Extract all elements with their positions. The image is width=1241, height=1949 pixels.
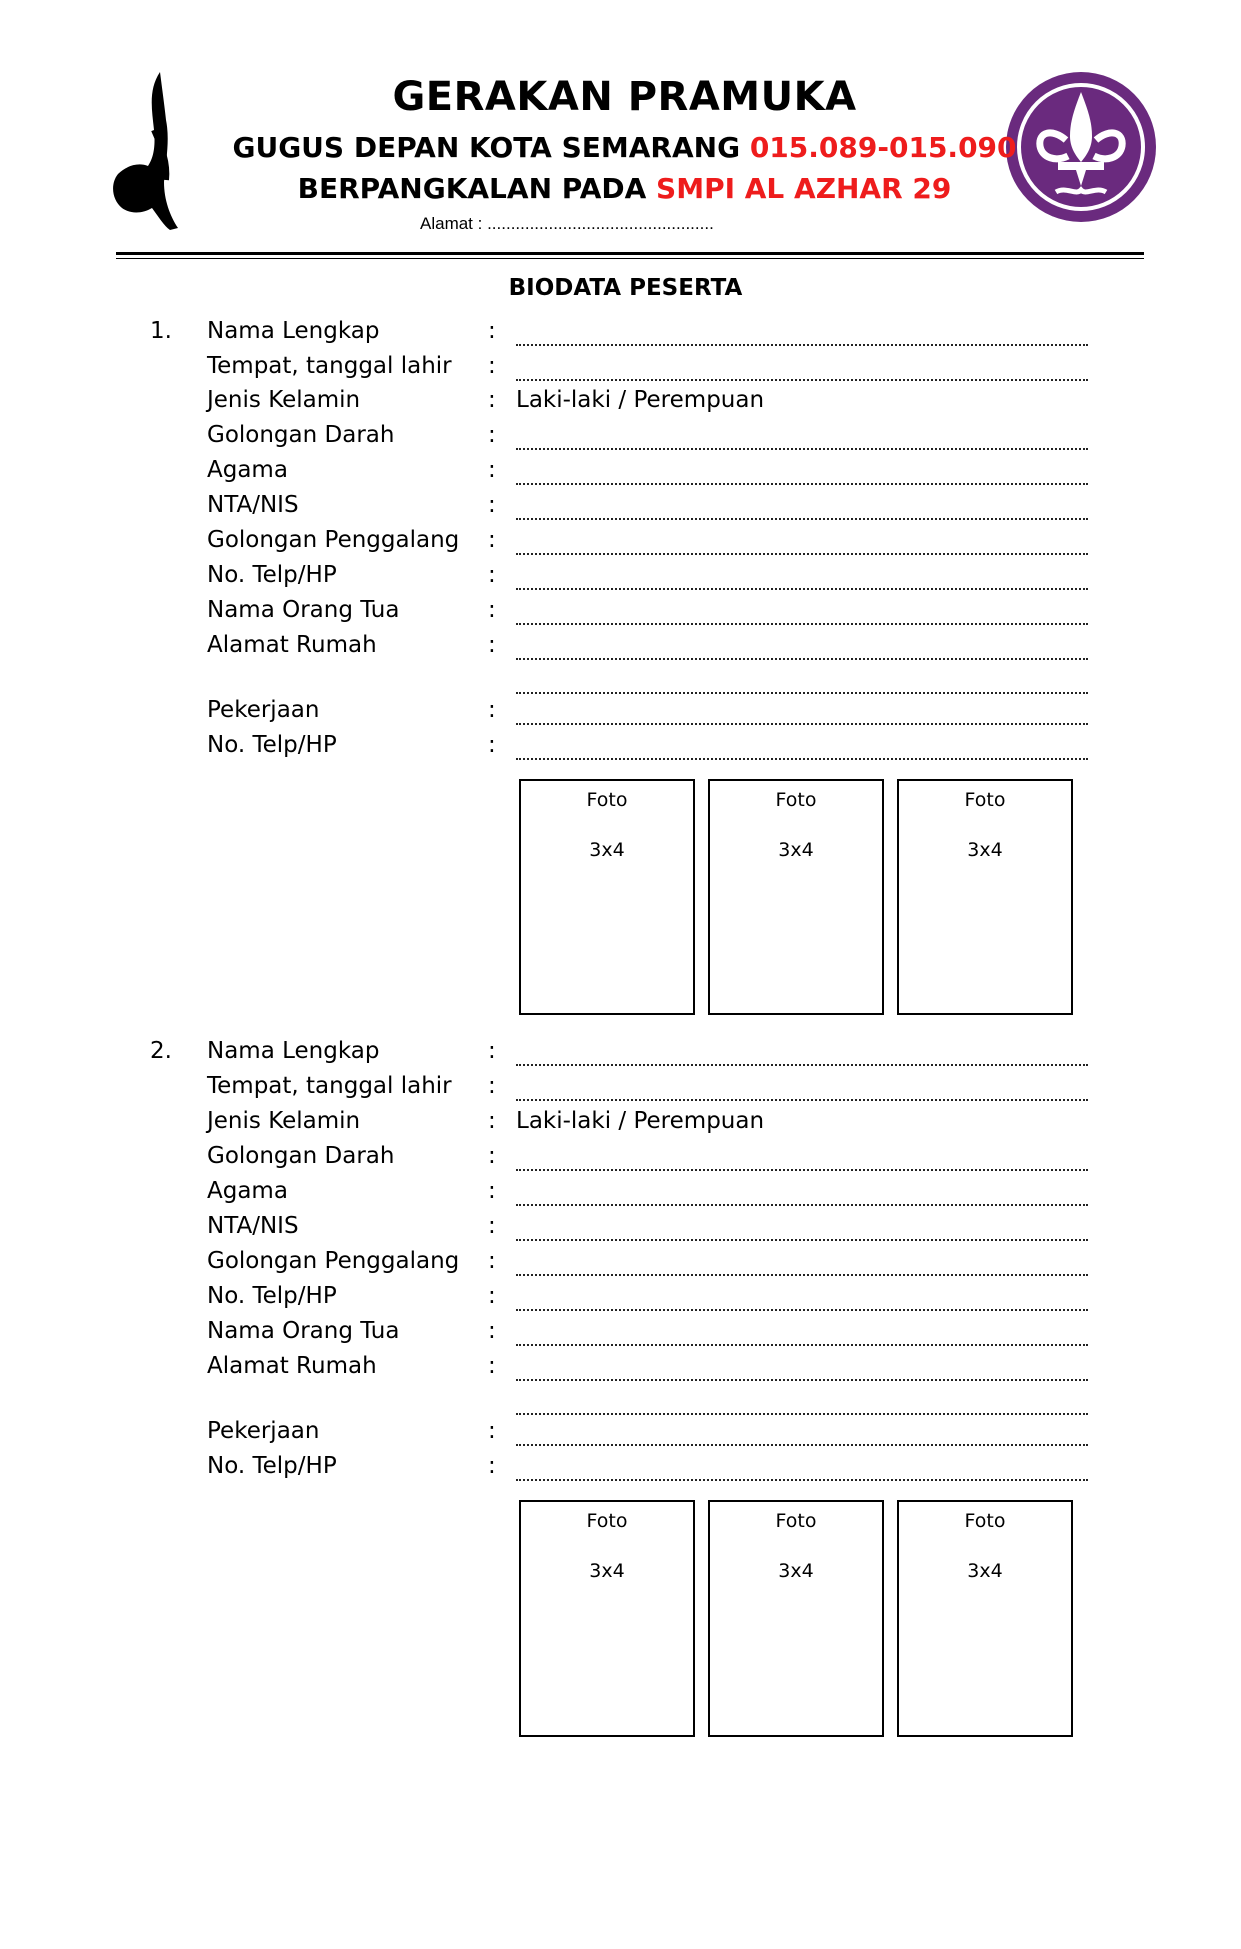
gender-options[interactable]: Laki-laki / Perempuan xyxy=(516,387,765,413)
field-colon: : xyxy=(488,353,496,379)
field-input[interactable] xyxy=(516,1254,1088,1276)
field-row xyxy=(0,1108,1241,1142)
field-input[interactable] xyxy=(516,1044,1088,1066)
participant-number: 1. xyxy=(150,318,172,344)
field-colon: : xyxy=(488,1178,496,1204)
field-row-continuation xyxy=(0,1387,1241,1421)
field-label: Golongan Penggalang xyxy=(207,527,460,553)
field-label: No. Telp/HP xyxy=(207,562,337,588)
field-label: Nama Lengkap xyxy=(207,1038,380,1064)
field-label: Tempat, tanggal lahir xyxy=(207,353,452,379)
photo-label: Foto xyxy=(586,789,628,811)
field-row xyxy=(0,1143,1241,1177)
field-colon: : xyxy=(488,1213,496,1239)
address-line: Alamat : ................................................ xyxy=(420,214,714,233)
field-row xyxy=(0,632,1241,666)
field-row xyxy=(0,732,1241,766)
photo-label: Foto xyxy=(775,789,817,811)
field-label: Golongan Darah xyxy=(207,422,395,448)
field-row xyxy=(0,1038,1241,1072)
field-row xyxy=(0,1283,1241,1317)
field-colon: : xyxy=(488,1143,496,1169)
field-input[interactable] xyxy=(516,1324,1088,1346)
field-label: Nama Orang Tua xyxy=(207,597,400,623)
troop-name: GUGUS DEPAN KOTA SEMARANG xyxy=(232,131,741,164)
field-input[interactable] xyxy=(516,703,1088,725)
header-rule-thick xyxy=(116,252,1144,255)
field-label: Jenis Kelamin xyxy=(207,387,361,413)
field-input[interactable] xyxy=(516,533,1088,555)
field-label: Nama Lengkap xyxy=(207,318,380,344)
field-label: Pekerjaan xyxy=(207,697,320,723)
field-input[interactable] xyxy=(516,498,1088,520)
photo-box[interactable] xyxy=(897,779,1073,1015)
field-row xyxy=(0,492,1241,526)
field-input[interactable] xyxy=(516,603,1088,625)
base-prefix: BERPANGKALAN PADA xyxy=(297,172,647,205)
field-row xyxy=(0,387,1241,421)
photo-size: 3x4 xyxy=(778,839,814,861)
field-label: NTA/NIS xyxy=(207,1213,299,1239)
photo-box[interactable] xyxy=(708,779,884,1015)
field-label: Agama xyxy=(207,457,288,483)
troop-line xyxy=(0,131,1241,164)
participant-number: 2. xyxy=(150,1038,172,1064)
photo-size: 3x4 xyxy=(589,839,625,861)
field-row xyxy=(0,318,1241,352)
photo-box[interactable] xyxy=(708,1500,884,1737)
header-rule-thin xyxy=(116,258,1144,259)
field-label: No. Telp/HP xyxy=(207,1283,337,1309)
field-row xyxy=(0,1453,1241,1487)
photo-size: 3x4 xyxy=(778,1560,814,1582)
field-colon: : xyxy=(488,1353,496,1379)
field-label: No. Telp/HP xyxy=(207,732,337,758)
field-row xyxy=(0,697,1241,731)
field-input[interactable] xyxy=(516,1359,1088,1381)
field-label: Agama xyxy=(207,1178,288,1204)
photo-label: Foto xyxy=(964,789,1006,811)
school-name: SMPI AL AZHAR 29 xyxy=(656,172,952,205)
field-colon: : xyxy=(488,1418,496,1444)
field-colon: : xyxy=(488,457,496,483)
field-colon: : xyxy=(488,492,496,518)
field-input[interactable] xyxy=(516,324,1088,346)
field-row xyxy=(0,1178,1241,1212)
field-row xyxy=(0,422,1241,456)
field-input[interactable] xyxy=(516,1079,1088,1101)
field-colon: : xyxy=(488,318,496,344)
field-input[interactable] xyxy=(516,463,1088,485)
field-input[interactable] xyxy=(516,1184,1088,1206)
field-row xyxy=(0,527,1241,561)
field-colon: : xyxy=(488,1073,496,1099)
photo-box[interactable] xyxy=(519,1500,695,1737)
photo-size: 3x4 xyxy=(967,1560,1003,1582)
field-row xyxy=(0,1213,1241,1247)
field-row xyxy=(0,597,1241,631)
field-input[interactable] xyxy=(516,568,1088,590)
field-label: Golongan Darah xyxy=(207,1143,395,1169)
field-colon: : xyxy=(488,527,496,553)
gender-options[interactable]: Laki-laki / Perempuan xyxy=(516,1108,765,1134)
field-colon: : xyxy=(488,562,496,588)
field-label: Pekerjaan xyxy=(207,1418,320,1444)
field-input[interactable] xyxy=(516,638,1088,660)
field-row-continuation xyxy=(0,666,1241,700)
field-row xyxy=(0,457,1241,491)
field-colon: : xyxy=(488,1248,496,1274)
photo-size: 3x4 xyxy=(967,839,1003,861)
field-input[interactable] xyxy=(516,1424,1088,1446)
field-colon: : xyxy=(488,387,496,413)
field-colon: : xyxy=(488,697,496,723)
field-input[interactable] xyxy=(516,1149,1088,1171)
field-input[interactable] xyxy=(516,1289,1088,1311)
photo-label: Foto xyxy=(964,1510,1006,1532)
field-row xyxy=(0,562,1241,596)
field-label: Tempat, tanggal lahir xyxy=(207,1073,452,1099)
field-colon: : xyxy=(488,597,496,623)
field-input[interactable] xyxy=(516,359,1088,381)
photo-box[interactable] xyxy=(897,1500,1073,1737)
field-colon: : xyxy=(488,1283,496,1309)
photo-label: Foto xyxy=(586,1510,628,1532)
field-label: NTA/NIS xyxy=(207,492,299,518)
field-colon: : xyxy=(488,1453,496,1479)
base-line xyxy=(0,172,1241,205)
field-colon: : xyxy=(488,1108,496,1134)
field-label: Nama Orang Tua xyxy=(207,1318,400,1344)
field-row xyxy=(0,353,1241,387)
field-row xyxy=(0,1353,1241,1387)
field-input[interactable] xyxy=(516,1393,1088,1415)
field-row xyxy=(0,1318,1241,1352)
photo-size: 3x4 xyxy=(589,1560,625,1582)
field-input[interactable] xyxy=(516,428,1088,450)
field-label: Jenis Kelamin xyxy=(207,1108,361,1134)
field-input[interactable] xyxy=(516,738,1088,760)
field-label: Alamat Rumah xyxy=(207,1353,377,1379)
field-input[interactable] xyxy=(516,1459,1088,1481)
org-title: GERAKAN PRAMUKA xyxy=(392,74,857,120)
field-colon: : xyxy=(488,422,496,448)
field-row xyxy=(0,1248,1241,1282)
field-colon: : xyxy=(488,632,496,658)
field-colon: : xyxy=(488,1318,496,1344)
field-input[interactable] xyxy=(516,1219,1088,1241)
section-title: BIODATA PESERTA xyxy=(508,275,743,301)
field-label: Alamat Rumah xyxy=(207,632,377,658)
field-label: Golongan Penggalang xyxy=(207,1248,460,1274)
field-colon: : xyxy=(488,732,496,758)
troop-code: 015.089-015.090 xyxy=(749,131,1017,164)
photo-label: Foto xyxy=(775,1510,817,1532)
field-label: No. Telp/HP xyxy=(207,1453,337,1479)
photo-box[interactable] xyxy=(519,779,695,1015)
field-input[interactable] xyxy=(516,672,1088,694)
field-colon: : xyxy=(488,1038,496,1064)
field-row xyxy=(0,1073,1241,1107)
field-row xyxy=(0,1418,1241,1452)
